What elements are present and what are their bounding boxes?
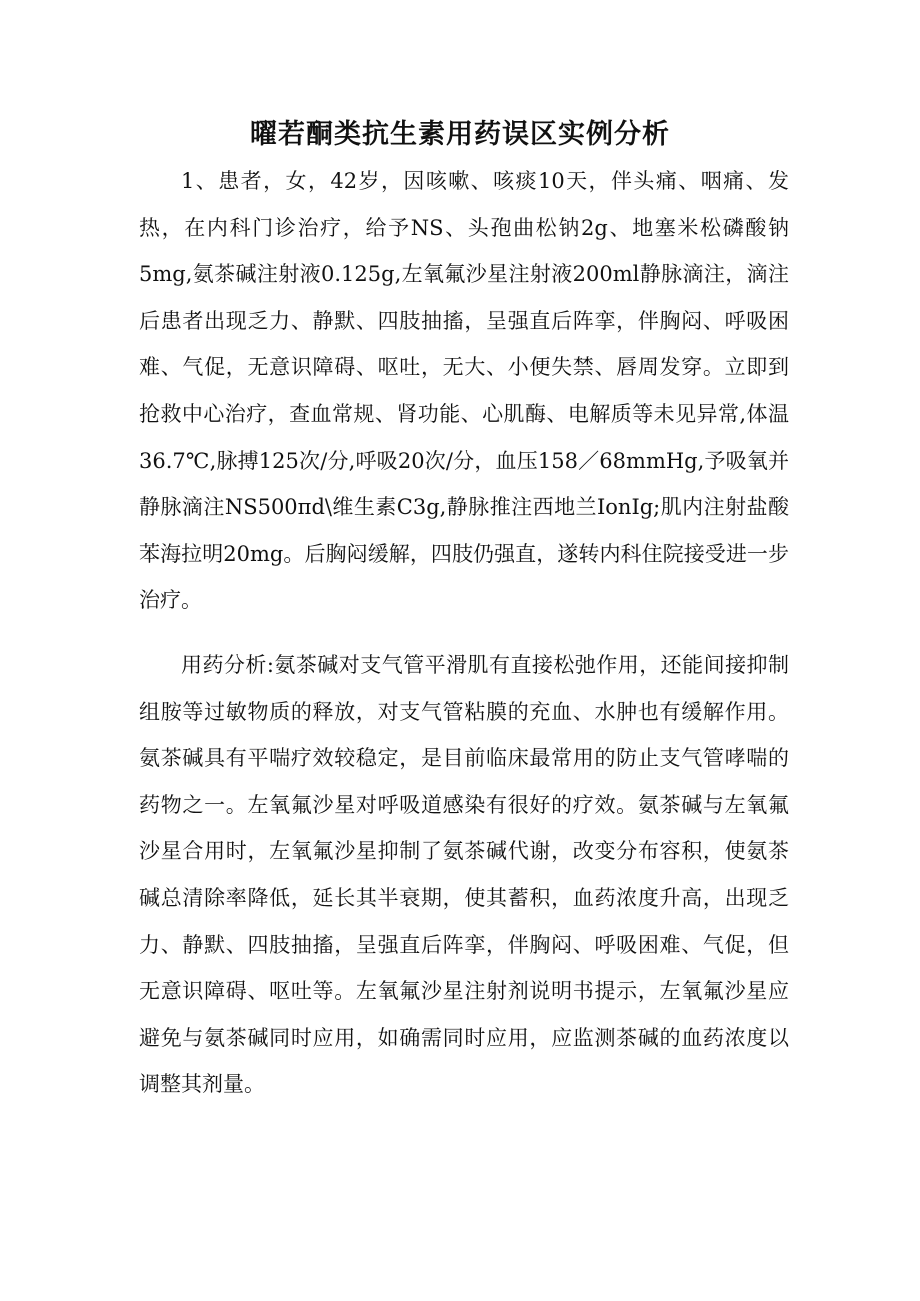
case-description-paragraph: 1、患者，女，42岁，因咳嗽、咳痰10天，伴头痛、咽痛、发热，在内科门诊治疗，给予NS、头孢曲松钠2g、地塞米松磷酸钠5mg,氨茶碱注射液0.125g,左氧氟沙星注射液200ml静脉滴注，滴注后患者出现乏力、静默、四肢抽搐，呈强直后阵挛，伴胸闷、呼吸困难、气促，无意识障碍、呕吐，无大、小便失禁、唇周发穿。立即到抢救中心治疗，查血常规、肾功能、心肌酶、电解质等未见异常,体温36.7℃,脉搏125次/分,呼吸20次/分，血压158／68mmHg,予吸氧并静脉滴注NS500πd\维生素C3g,静脉推注西地兰IonIg;肌内注射盐酸苯海拉明20mg。后胸闷缓解，四肢仍强直，遂转内科住院接受进一步治疗。 (139, 169, 789, 613)
document-title: 曜若酮类抗生素用药误区实例分析 (250, 119, 670, 150)
medication-analysis-paragraph: 用药分析:氨茶碱对支气管平滑肌有直接松弛作用，还能间接抑制组胺等过敏物质的释放，对支气管粘膜的充血、水肿也有缓解作用。氨茶碱具有平喘疗效较稳定，是目前临床最常用的防止支气管哮喘的药物之一。左氧氟沙星对呼吸道感染有很好的疗效。氨茶碱与左氧氟沙星合用时，左氧氟沙星抑制了氨茶碱代谢，改变分布容积，使氨茶碱总清除率降低，延长其半衰期，使其蓄积，血药浓度升高，出现乏力、静默、四肢抽搐，呈强直后阵挛，伴胸闷、呼吸困难、气促，但无意识障碍、呕吐等。左氧氟沙星注射剂说明书提示，左氧氟沙星应避免与氨茶碱同时应用，如确需同时应用，应监测茶碱的血药浓度以调整其剂量。 (139, 653, 789, 1097)
